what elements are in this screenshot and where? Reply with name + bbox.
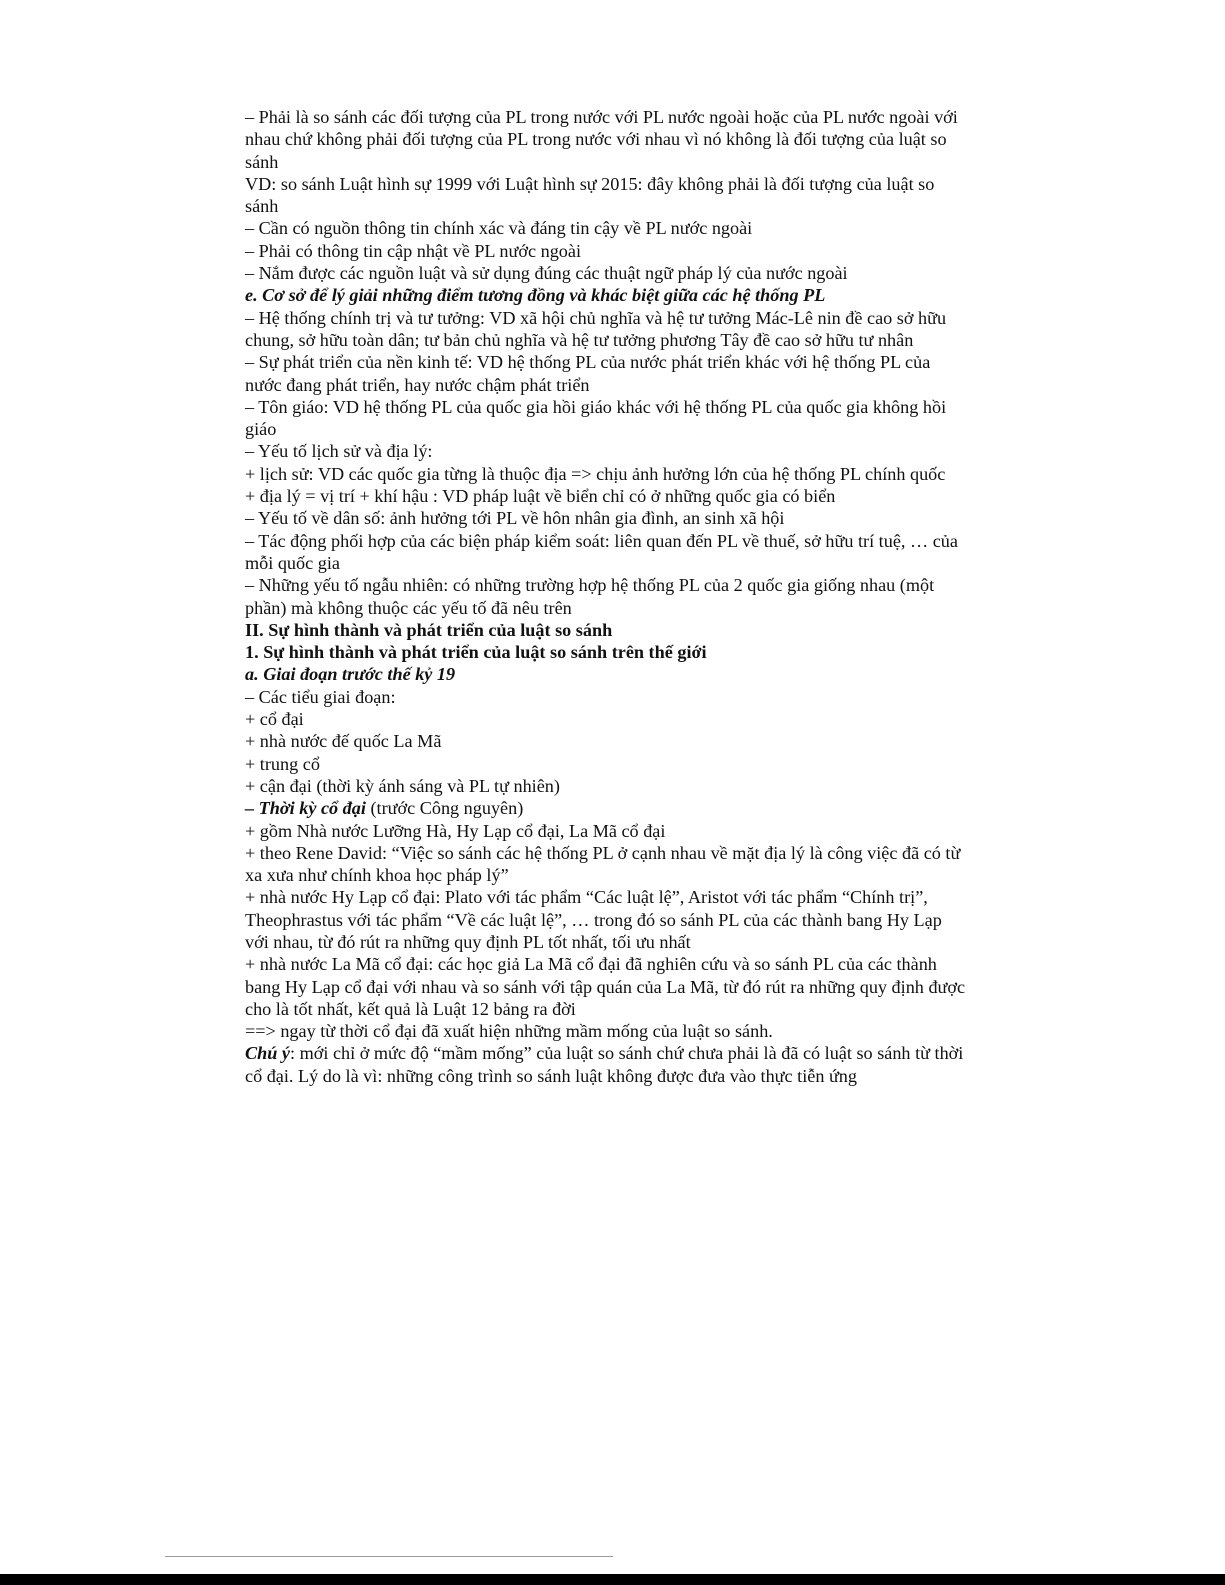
paragraph: – Yếu tố về dân số: ảnh hưởng tới PL về hôn nhân gia đình, an sinh xã hội (245, 508, 785, 529)
paragraph: + theo Rene David: “Việc so sánh các hệ thống PL ở cạnh nhau về mặt địa lý là công việc đã có từ xa xưa như chính khoa học pháp lý” (245, 842, 961, 886)
paragraph (245, 797, 967, 819)
paragraph: + gồm Nhà nước Lưỡng Hà, Hy Lạp cổ đại, La Mã cổ đại (245, 820, 666, 841)
paragraph: – Các tiểu giai đoạn: (245, 686, 396, 707)
paragraph: – Yếu tố lịch sử và địa lý: (245, 441, 433, 462)
paragraph: + nhà nước Hy Lạp cổ đại: Plato với tác phẩm “Các luật lệ”, Aristot với tác phẩm “Chính trị”, Theophrastus với tác phẩm “Về các luật lệ”, … trong đó so sánh PL của các thành bang Hy Lạp với nhau, từ đó rút ra những quy định PL tốt nhất, tối ưu nhất (245, 887, 942, 952)
paragraph: + địa lý = vị trí + khí hậu : VD pháp luật về biển chỉ có ở những quốc gia có biển (245, 486, 836, 507)
paragraph: – Tôn giáo: VD hệ thống PL của quốc gia hồi giáo khác với hệ thống PL của quốc gia không hồi giáo (245, 396, 947, 440)
paragraph: – Nắm được các nguồn luật và sử dụng đúng các thuật ngữ pháp lý của nước ngoài (245, 263, 848, 284)
paragraph: – Phải có thông tin cập nhật về PL nước ngoài (245, 240, 582, 261)
inline-text: (trước Công nguyên) (365, 798, 524, 819)
paragraph: + nhà nước La Mã cổ đại: các học giả La Mã cổ đại đã nghiên cứu và so sánh PL của các thành bang Hy Lạp cổ đại với nhau và so sánh với tập quán của La Mã, từ đó rút ra những quy định được cho là tốt nhất, kết quả là Luật 12 bảng ra đời (245, 954, 966, 1019)
section-heading: e. Cơ sở để lý giải những điểm tương đồng và khác biệt giữa các hệ thống PL (245, 285, 826, 306)
document-body (245, 106, 967, 1087)
inline-text: : mới chỉ ở mức độ “mầm mống” của luật so sánh chứ chưa phải là đã có luật so sánh từ thời cổ đại. Lý do là vì: những công trình so sánh luật không được đưa vào thực tiễn ứng (245, 1043, 964, 1086)
subsection-heading: a. Giai đoạn trước thế kỷ 19 (245, 664, 456, 685)
paragraph: – Hệ thống chính trị và tư tưởng: VD xã hội chủ nghĩa và hệ tư tưởng Mác-Lê nin đề cao sở hữu chung, sở hữu toàn dân; tư bản chủ nghĩa và hệ tư tưởng phương Tây đề cao sở hữu tư nhân (245, 307, 947, 350)
footnote-separator (165, 1556, 613, 1557)
paragraph: + lịch sử: VD các quốc gia từng là thuộc địa => chịu ảnh hưởng lớn của hệ thống PL chính quốc (245, 463, 946, 484)
inline-emphasis: – Thời kỳ cổ đại (245, 798, 366, 819)
chapter-heading: II. Sự hình thành và phát triển của luật so sánh (245, 619, 613, 640)
paragraph: + cận đại (thời kỳ ánh sáng và PL tự nhiên) (245, 775, 560, 796)
paragraph: VD: so sánh Luật hình sự 1999 với Luật hình sự 2015: đây không phải là đối tượng của luật so sánh (245, 173, 935, 217)
inline-emphasis: Chú ý (245, 1043, 290, 1064)
paragraph: + nhà nước đế quốc La Mã (245, 731, 442, 752)
paragraph: + trung cổ (245, 753, 320, 774)
paragraph: – Cần có nguồn thông tin chính xác và đáng tin cậy về PL nước ngoài (245, 218, 753, 239)
page-bottom-edge (0, 1574, 1225, 1585)
paragraph: – Những yếu tố ngẫu nhiên: có những trường hợp hệ thống PL của 2 quốc gia giống nhau (một phần) mà không thuộc các yếu tố đã nêu trên (245, 575, 935, 618)
paragraph: – Sự phát triển của nền kinh tế: VD hệ thống PL của nước phát triển khác với hệ thống PL của nước đang phát triển, hay nước chậm phát triển (245, 352, 931, 395)
paragraph (245, 1042, 967, 1087)
paragraph: – Phải là so sánh các đối tượng của PL trong nước với PL nước ngoài hoặc của PL nước ngoài với nhau chứ không phải đối tượng của PL trong nước với nhau vì nó không là đối tượng của luật so sánh (245, 107, 958, 172)
paragraph: – Tác động phối hợp của các biện pháp kiểm soát: liên quan đến PL về thuế, sở hữu trí tuệ, … của mỗi quốc gia (245, 530, 958, 573)
paragraph: + cổ đại (245, 709, 304, 730)
paragraph: ==> ngay từ thời cổ đại đã xuất hiện những mầm mống của luật so sánh. (245, 1021, 773, 1042)
section-heading: 1. Sự hình thành và phát triển của luật so sánh trên thế giới (245, 642, 707, 663)
